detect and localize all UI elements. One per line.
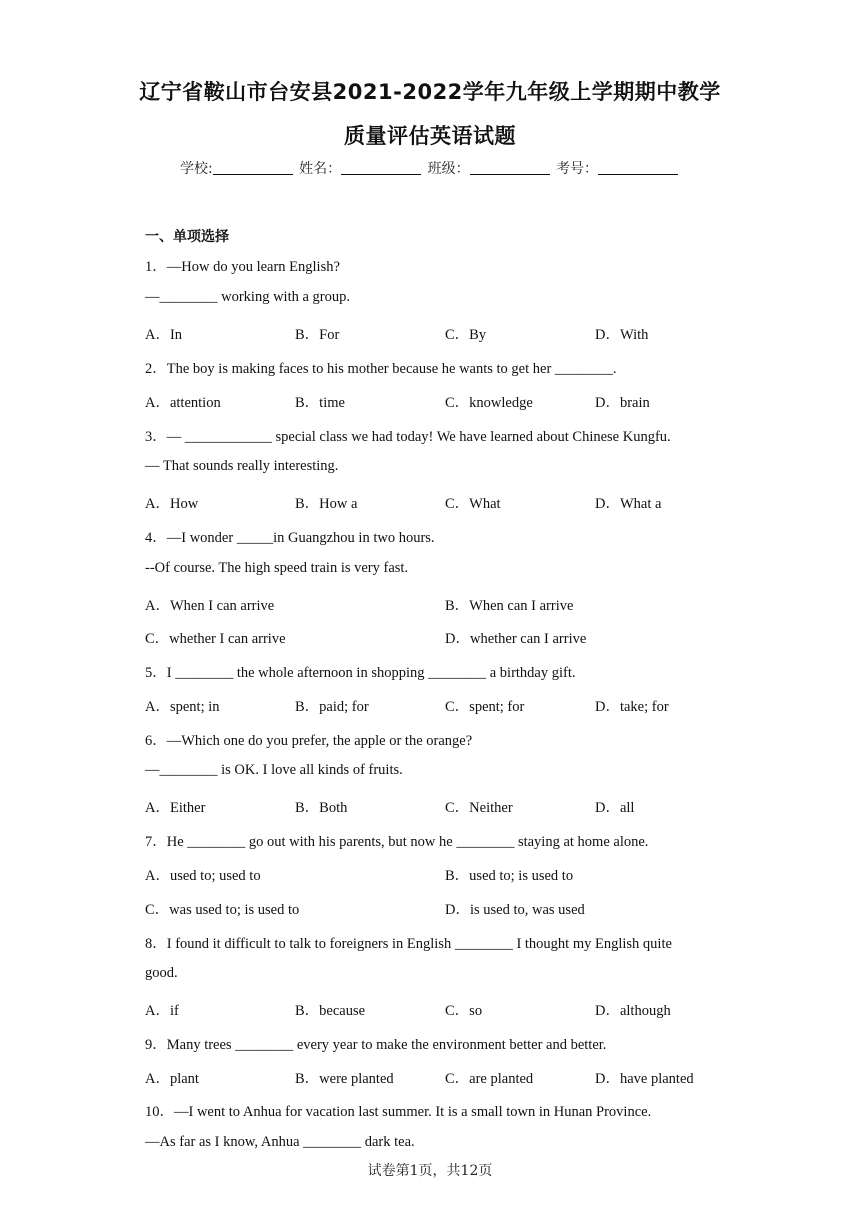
exam-no-blank xyxy=(598,160,678,175)
q7-option-b: B．used to; is used to xyxy=(445,868,574,884)
q9-option-a: A．plant xyxy=(145,1071,199,1087)
q4-option-c: C．whether I can arrive xyxy=(145,631,286,647)
question-6-response: —________ is OK. I love all kinds of fruits. xyxy=(145,762,403,778)
q4-option-b: B．When can I arrive xyxy=(445,598,574,614)
title-line-2: 质量评估英语试题 xyxy=(344,124,516,148)
q6-option-b: B．Both xyxy=(295,800,348,816)
q3-option-b: B．How a xyxy=(295,496,358,512)
q9-option-d: D．have planted xyxy=(595,1071,694,1087)
q1-option-d: D．With xyxy=(595,327,649,343)
q5-option-b: B．paid; for xyxy=(295,699,369,715)
name-label: 姓名： xyxy=(299,161,342,177)
question-10: 10．—I went to Anhua for vacation last summer. It is a small town in Hunan Province. xyxy=(145,1104,652,1120)
q6-option-a: A．Either xyxy=(145,800,206,816)
q1-option-b: B．For xyxy=(295,327,340,343)
q5-option-a: A．spent; in xyxy=(145,699,220,715)
school-blank xyxy=(213,160,293,175)
q7-option-d: D．is used to, was used xyxy=(445,902,585,918)
q8-option-a: A．if xyxy=(145,1003,179,1019)
q7-option-a: A．used to; used to xyxy=(145,868,261,884)
q2-option-d: D．brain xyxy=(595,395,650,411)
question-8-continued: good. xyxy=(145,965,178,981)
q3-option-c: C．What xyxy=(445,496,501,512)
q6-option-c: C．Neither xyxy=(445,800,513,816)
q5-option-d: D．take; for xyxy=(595,699,669,715)
q4-option-a: A．When I can arrive xyxy=(145,598,275,614)
q7-option-c: C．was used to; is used to xyxy=(145,902,300,918)
question-4: 4．—I wonder _____in Guangzhou in two hours. xyxy=(145,530,435,546)
page-footer: 试卷第1页，共12页 xyxy=(367,1163,493,1179)
name-blank xyxy=(341,160,421,175)
title-line-1: 辽宁省鞍山市台安县2021-2022学年九年级上学期期中教学 xyxy=(139,80,721,104)
question-9: 9．Many trees ________ every year to make the environment better and better. xyxy=(145,1037,607,1053)
student-info xyxy=(0,158,860,178)
q2-option-b: B．time xyxy=(295,395,345,411)
question-4-response: --Of course. The high speed train is very fast. xyxy=(145,560,409,576)
q8-option-c: C．so xyxy=(445,1003,483,1019)
class-label: 班级： xyxy=(427,161,470,177)
q9-option-b: B．were planted xyxy=(295,1071,394,1087)
question-5: 5．I ________ the whole afternoon in shopping ________ a birthday gift. xyxy=(145,665,576,681)
school-label: 学校: xyxy=(179,161,213,177)
section-heading: 一、单项选择 xyxy=(145,229,229,245)
q2-option-a: A．attention xyxy=(145,395,221,411)
question-2: 2．The boy is making faces to his mother because he wants to get her ________. xyxy=(145,361,617,377)
question-6: 6．—Which one do you prefer, the apple or the orange? xyxy=(145,733,473,749)
q8-option-d: D．although xyxy=(595,1003,671,1019)
q1-option-a: A．In xyxy=(145,327,183,343)
q6-option-d: D．all xyxy=(595,800,635,816)
question-8: 8．I found it difficult to talk to foreigners in English ________ I thought my English quite xyxy=(145,936,672,952)
q3-option-a: A．How xyxy=(145,496,199,512)
class-blank xyxy=(470,160,550,175)
question-3: 3．— ____________ special class we had today! We have learned about Chinese Kungfu. xyxy=(145,429,671,445)
question-10-response: —As far as I know, Anhua ________ dark tea. xyxy=(145,1134,415,1150)
question-1: 1．—How do you learn English? xyxy=(145,259,340,275)
question-1-answer: —________ working with a group. xyxy=(145,289,350,305)
q8-option-b: B．because xyxy=(295,1003,366,1019)
question-3-response: — That sounds really interesting. xyxy=(145,458,339,474)
exam-no-label: 考号： xyxy=(556,161,599,177)
q9-option-c: C．are planted xyxy=(445,1071,534,1087)
q3-option-d: D．What a xyxy=(595,496,662,512)
q5-option-c: C．spent; for xyxy=(445,699,525,715)
q4-option-d: D．whether can I arrive xyxy=(445,631,587,647)
q1-option-c: C．By xyxy=(445,327,487,343)
question-7: 7．He ________ go out with his parents, but now he ________ staying at home alone. xyxy=(145,834,649,850)
q2-option-c: C．knowledge xyxy=(445,395,533,411)
